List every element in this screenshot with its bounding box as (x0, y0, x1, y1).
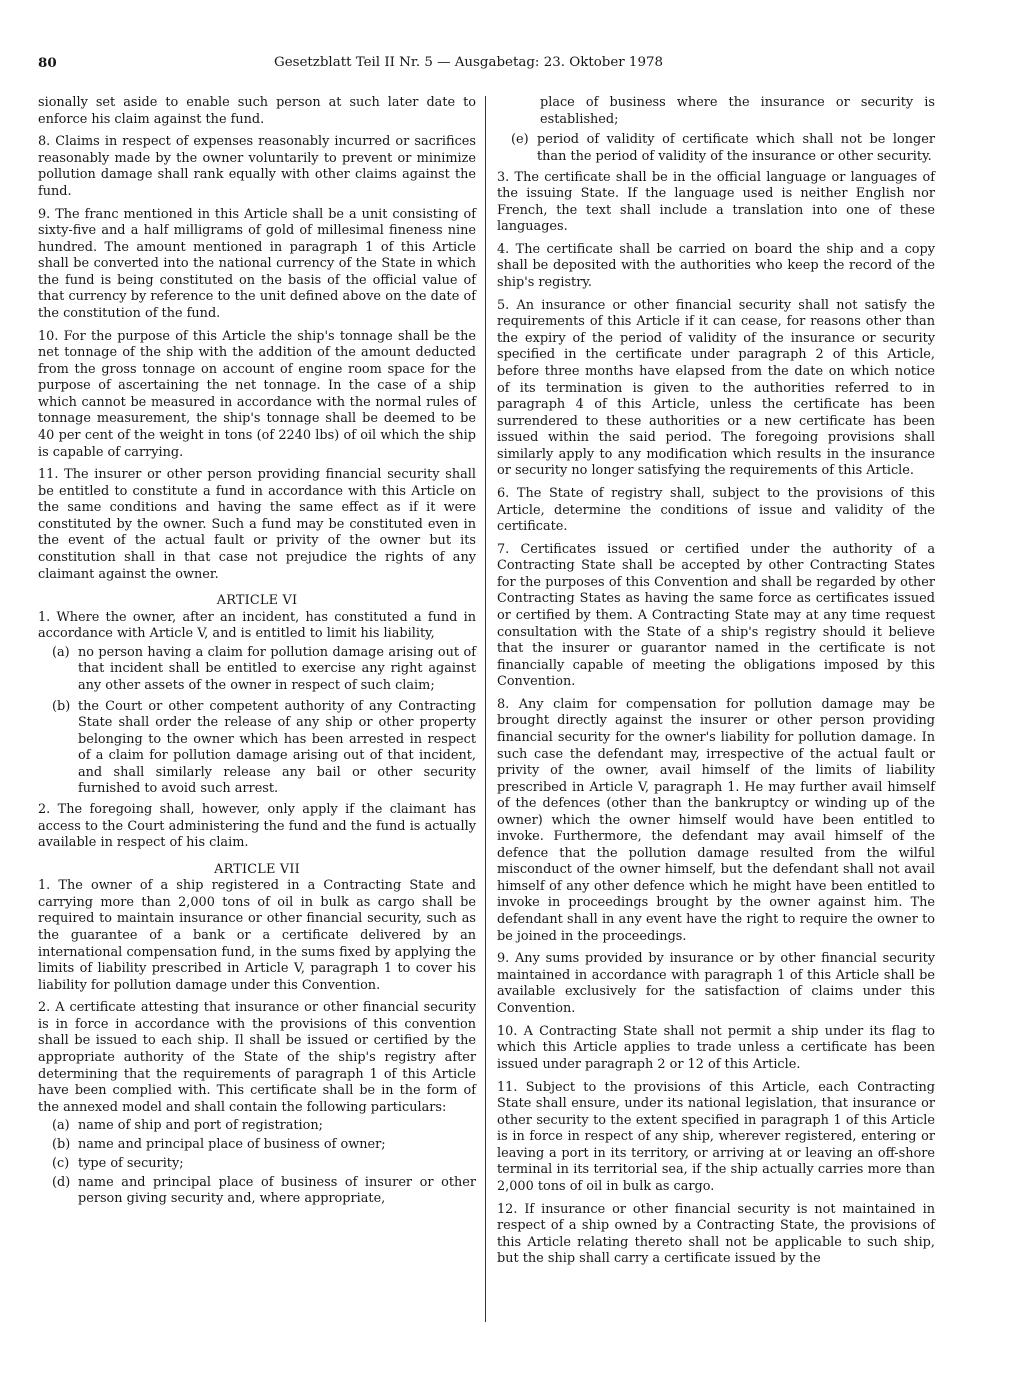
page-header (38, 53, 936, 73)
list-item (38, 1156, 476, 1173)
item-text: name of ship and port of registration; (78, 1118, 323, 1134)
running-title: Gesetzblatt Teil II Nr. 5 — Ausgabetag: 23. Oktober 1978 (274, 55, 664, 70)
paragraph: 12. If insurance or other financial security is not maintained in respect of a ship owned by a Contracting State, the provisions of this Article relating thereto shall not be applicable to such ship, but the ship shall carry a certificate issued by the (497, 1201, 935, 1267)
list-item (38, 645, 476, 695)
list-item (497, 132, 935, 165)
item-text: name and principal place of business of insurer or other person giving security and, where appropriate, (78, 1174, 476, 1207)
paragraph: 9. Any sums provided by insurance or by other financial security maintained in accordance with paragraph 1 of this Article shall be available exclusively for the satisfaction of claims under this Convention. (497, 951, 935, 1016)
paragraph: 3. The certificate shall be in the official language or languages of the issuing State. If the language used is neither English nor French, the text shall include a translation into one of these languages. (497, 169, 935, 235)
paragraph: 11. Subject to the provisions of this Article, each Contracting State shall ensure, under its national legislation, that insurance or other security to the extent specified in paragraph 1 of this Article is in force in respect of any ship, wherever registered, entering or leaving a port in its territory, or arriving at or leaving an off-shore terminal in its territorial sea, if the ship actually carries more than 2,000 tons of oil in bulk as cargo. (497, 1079, 935, 1194)
article-heading: ARTICLE VII (214, 861, 300, 877)
item-label: (d) (52, 1174, 71, 1190)
paragraph: 8. Any claim for compensation for pollution damage may be brought directly against the insurer or other person providing financial security for the owner's liability for pollution damage. In such case the defendant may, irrespective of the actual fault or privity of the owner, avail himself of the limits of liability prescribed in Article V, paragraph 1. He may further avail himself of the defences (other than the bankruptcy or winding up of the owner) which the owner himself would have been entitled to invoke. Furthermore, the defendant may avail himself of the defence that the pollution damage resulted from the wilful misconduct of the owner himself, but the defendant shall not avail himself of any other defence which he might have been entitled to invoke in proceedings brought by the owner against him. The defendant shall in any event have the right to require the owner to be joined in the proceedings. (497, 696, 935, 944)
paragraph: 11. The insurer or other person providing financial security shall be entitled to constitute a fund in accordance with this Article on the same conditions and having the same effect as if it were constituted by the owner. Such a fund may be constituted even in the event of the actual fault or privity of the owner but its constitution shall in that case not prejudice the rights of any claimant against the owner. (38, 467, 476, 582)
item-label: (c) (52, 1155, 70, 1171)
item-label: (b) (52, 1137, 71, 1153)
item-label: (a) (52, 1118, 70, 1134)
left-column (38, 95, 476, 1212)
paragraph: 2. A certificate attesting that insurance or other financial security is in force in accordance with the provisions of this convention shall be issued to each ship. Il shall be issued or certified by the appropriate authority of the State of the ship's registry after determining that the requirements of paragraph 1 of this Article have been complied with. This certificate shall be in the form of the annexed model and shall contain the following particulars: (38, 1000, 476, 1115)
list-item (38, 699, 476, 798)
list-item (38, 1137, 476, 1154)
paragraph: 10. For the purpose of this Article the ship's tonnage shall be the net tonnage of the ship with the addition of the amount deducted from the gross tonnage on account of engine room space for the purpose of ascertaining the net tonnage. In the case of a ship which cannot be measured in accordance with the normal rules of tonnage measurement, the ship's tonnage shall be deemed to be 40 per cent of the weight in tons (of 2240 lbs) of oil which the ship is capable of carrying. (38, 328, 476, 460)
paragraph: 6. The State of registry shall, subject to the provisions of this Article, determine the conditions of issue and validity of the certificate. (497, 485, 935, 535)
item-text: type of security; (78, 1155, 184, 1171)
list-item (38, 1118, 476, 1135)
item-text: period of validity of certificate which shall not be longer than the period of validity of the insurance or other security. (537, 132, 935, 164)
list-item-continuation: place of business where the insurance or security is established; (540, 95, 935, 127)
right-column (497, 95, 935, 1274)
paragraph: 7. Certificates issued or certified under the authority of a Contracting State shall be accepted by other Contracting States for the purposes of this Convention and shall be regarded by other Contracting States as having the same force as certificates issued or certified by them. A Contracting State may at any time request consultation with the State of a ship's registry should it believe that the insurer or guarantor named in the certificate is not financially capable of meeting the obligations imposed by this Convention. (497, 541, 935, 690)
paragraph: 1. The owner of a ship registered in a Contracting State and carrying more than 2,000 tons of oil in bulk as cargo shall be required to maintain insurance or other financial security, such as the guarantee of a bank or a certificate delivered by an international compensation fund, in the sums fixed by applying the limits of liability prescribed in Article V, paragraph 1 to cover his liability for pollution damage under this Convention. (38, 878, 476, 993)
page-number: 80 (38, 55, 57, 71)
item-text: the Court or other competent authority of any Contracting State shall order the release of any ship or other property belonging to the owner which has been arrested in respect of a claim for pollution damage arising out of that incident, and shall similarly release any bail or other security furnished to avoid such arrest. (78, 698, 476, 797)
paragraph: 1. Where the owner, after an incident, has constituted a fund in accordance with Article V, and is entitled to limit his liability, (38, 609, 476, 642)
paragraph: 5. An insurance or other financial security shall not satisfy the requirements of this Article if it can cease, for reasons other than the expiry of the period of validity of the insurance or security specified in the certificate under paragraph 2 of this Article, before three months have elapsed from the date on which notice of its termination is given to the authorities referred to in paragraph 4 of this Article, unless the certificate has been surrendered to these authorities or a new certificate has been issued within the said period. The foregoing provisions shall similarly apply to any modification which results in the insurance or security no longer satisfying the requirements of this Article. (497, 297, 935, 479)
item-text: no person having a claim for pollution damage arising out of that incident shall be entitled to exercise any right against any other assets of the owner in respect of such claim; (78, 644, 476, 693)
item-label: (b) (52, 698, 71, 714)
item-label: (e) (511, 132, 529, 148)
article-heading: ARTICLE VI (216, 593, 298, 609)
paragraph: 8. Claims in respect of expenses reasonably incurred or sacrifices reasonably made by the owner voluntarily to prevent or minimize pollution damage shall rank equally with other claims against the fund. (38, 134, 476, 199)
paragraph: 4. The certificate shall be carried on board the ship and a copy shall be deposited with the authorities who keep the record of the ship's registry. (497, 241, 935, 291)
paragraph: 2. The foregoing shall, however, only apply if the claimant has access to the Court administering the fund and the fund is actually available in respect of his claim. (38, 802, 476, 851)
column-divider (485, 96, 486, 1322)
paragraph: 9. The franc mentioned in this Article shall be a unit consisting of sixty-five and a half milligrams of gold of millesimal fineness nine hundred. The amount mentioned in paragraph 1 of this Article shall be converted into the national currency of the State in which the fund is being constituted on the basis of the official value of that currency by reference to the unit defined above on the date of the constitution of the fund. (38, 206, 476, 321)
item-text: name and principal place of business of owner; (78, 1137, 386, 1153)
paragraph: 10. A Contracting State shall not permit a ship under its flag to which this Article applies to trade unless a certificate has been issued under paragraph 2 or 12 of this Article. (497, 1023, 935, 1072)
list-item (38, 1175, 476, 1208)
paragraph: sionally set aside to enable such person at such later date to enforce his claim against the fund. (38, 95, 476, 127)
item-label: (a) (52, 644, 70, 660)
